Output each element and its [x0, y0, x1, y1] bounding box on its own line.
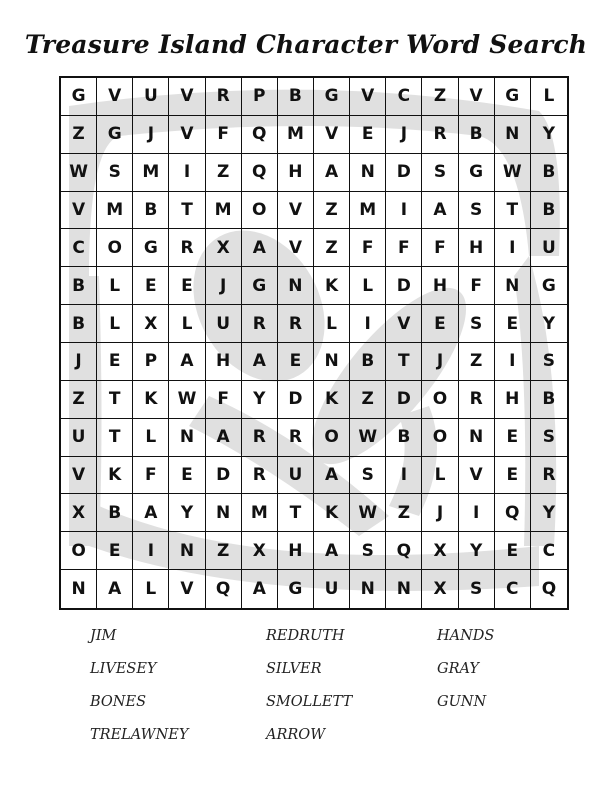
grid-cell[interactable]: E [495, 305, 531, 343]
grid-cell[interactable]: X [242, 532, 278, 570]
grid-cell[interactable]: G [495, 78, 531, 116]
grid-cell[interactable]: E [97, 532, 133, 570]
grid-cell[interactable]: V [169, 116, 205, 154]
grid-cell[interactable]: S [97, 154, 133, 192]
grid-cell[interactable]: N [169, 419, 205, 457]
word-list-item: LIVESEY [90, 661, 157, 677]
grid-cell[interactable]: B [531, 154, 567, 192]
grid-cell[interactable]: J [206, 267, 242, 305]
word-list-item [437, 725, 547, 746]
grid-cell[interactable]: B [61, 305, 97, 343]
grid-cell[interactable]: L [169, 305, 205, 343]
grid-cell[interactable]: A [206, 419, 242, 457]
grid-cell[interactable]: T [495, 192, 531, 230]
grid-cell[interactable]: L [350, 267, 386, 305]
grid-cell[interactable]: Q [242, 116, 278, 154]
grid-cell[interactable]: B [531, 192, 567, 230]
grid-cell[interactable]: I [350, 305, 386, 343]
grid-cell[interactable]: S [531, 343, 567, 381]
grid-cell[interactable]: Q [386, 532, 422, 570]
grid-cell[interactable]: S [459, 570, 495, 608]
grid-cell[interactable]: L [133, 570, 169, 608]
grid-cell[interactable]: V [459, 78, 495, 116]
grid-cell[interactable]: O [422, 419, 458, 457]
grid-cell[interactable]: Y [531, 116, 567, 154]
grid-cell[interactable]: N [206, 494, 242, 532]
grid-cell[interactable]: V [314, 116, 350, 154]
grid-cell[interactable]: N [61, 570, 97, 608]
grid-cell[interactable]: A [97, 570, 133, 608]
grid-cell[interactable]: S [350, 532, 386, 570]
grid-cell[interactable]: M [133, 154, 169, 192]
grid-cell[interactable]: W [495, 154, 531, 192]
page-title: Treasure Island Character Word Search [24, 30, 588, 59]
grid-cell[interactable]: L [133, 419, 169, 457]
grid-cell[interactable]: B [386, 419, 422, 457]
grid-cell[interactable]: Y [531, 305, 567, 343]
word-list-item: ARROW [266, 727, 326, 743]
grid-cell[interactable]: R [242, 419, 278, 457]
grid-cell[interactable]: E [350, 116, 386, 154]
grid-cell[interactable]: X [133, 305, 169, 343]
grid-cell[interactable]: N [278, 267, 314, 305]
grid-cell[interactable]: K [97, 457, 133, 495]
grid-cell[interactable]: B [531, 381, 567, 419]
grid-cell[interactable]: A [242, 343, 278, 381]
word-list-item: HANDS [437, 628, 495, 644]
grid-cell[interactable]: U [133, 78, 169, 116]
grid-cell[interactable]: J [133, 116, 169, 154]
grid-cell[interactable]: Z [422, 78, 458, 116]
grid-cell[interactable]: F [459, 267, 495, 305]
grid-cell[interactable]: P [133, 343, 169, 381]
grid-cell[interactable]: V [61, 457, 97, 495]
grid-cell[interactable]: Q [242, 154, 278, 192]
grid-cell[interactable]: G [133, 229, 169, 267]
grid-cell[interactable]: R [242, 457, 278, 495]
grid-cell[interactable]: H [278, 154, 314, 192]
grid-cell[interactable]: F [422, 229, 458, 267]
grid-cell[interactable]: E [169, 457, 205, 495]
grid-cell[interactable]: A [169, 343, 205, 381]
grid-cell[interactable]: A [314, 154, 350, 192]
grid-cell[interactable]: O [242, 192, 278, 230]
grid-cell[interactable]: C [61, 229, 97, 267]
grid-cell[interactable]: Z [61, 381, 97, 419]
grid-cell[interactable]: S [350, 457, 386, 495]
grid-cell[interactable]: H [495, 381, 531, 419]
grid-cell[interactable]: Q [541, 579, 557, 600]
grid-cell[interactable]: X [422, 570, 458, 608]
grid-cell[interactable]: H [278, 532, 314, 570]
grid-cell[interactable]: A [314, 532, 350, 570]
grid-cell[interactable]: M [350, 192, 386, 230]
grid-cell[interactable]: Y [242, 381, 278, 419]
grid-cell[interactable]: W [350, 494, 386, 532]
grid-cell[interactable]: E [495, 532, 531, 570]
word-list-item: GUNN [437, 694, 487, 710]
grid-cell[interactable]: H [422, 267, 458, 305]
grid-cell[interactable]: R [278, 305, 314, 343]
grid-cell[interactable]: V [386, 305, 422, 343]
grid-cell[interactable]: Z [206, 154, 242, 192]
grid-cell[interactable]: K [314, 494, 350, 532]
grid-cell[interactable]: Z [314, 192, 350, 230]
grid-cell[interactable]: E [278, 343, 314, 381]
word-list-item: GRAY [437, 661, 479, 677]
grid-cell[interactable]: R [169, 229, 205, 267]
grid-cell[interactable]: E [133, 267, 169, 305]
grid-cell[interactable]: I [495, 229, 531, 267]
grid-cell[interactable]: I [459, 494, 495, 532]
grid-cell[interactable]: N [314, 343, 350, 381]
grid-cell[interactable]: V [97, 78, 133, 116]
grid-cell[interactable]: D [278, 381, 314, 419]
grid-cell[interactable]: V [350, 78, 386, 116]
grid-cell[interactable]: E [169, 267, 205, 305]
grid-cell[interactable]: Y [459, 532, 495, 570]
grid-cell[interactable]: N [386, 570, 422, 608]
grid-cell[interactable]: T [169, 192, 205, 230]
grid-cell[interactable]: M [242, 494, 278, 532]
grid-cell[interactable]: C [495, 570, 531, 608]
grid-cell[interactable]: S [422, 154, 458, 192]
grid-cell[interactable]: J [61, 343, 97, 381]
grid-cell[interactable]: K [133, 381, 169, 419]
grid-cell[interactable]: Z [459, 343, 495, 381]
grid-cell[interactable]: E [495, 457, 531, 495]
grid-cell[interactable]: M [97, 192, 133, 230]
grid-cell[interactable]: X [61, 494, 97, 532]
grid-cell[interactable]: Z [350, 381, 386, 419]
grid-cell[interactable]: E [422, 305, 458, 343]
grid-cell[interactable]: W [350, 419, 386, 457]
grid-cell[interactable]: D [206, 457, 242, 495]
grid-cell[interactable]: J [422, 494, 458, 532]
grid-cell[interactable]: F [206, 116, 242, 154]
grid-cell[interactable]: K [314, 381, 350, 419]
grid-cell[interactable]: G [314, 78, 350, 116]
grid-cell[interactable]: B [278, 78, 314, 116]
word-list-item: JIM [90, 628, 117, 644]
grid-cell[interactable]: O [314, 419, 350, 457]
grid-cell[interactable]: O [422, 381, 458, 419]
grid-cell[interactable]: B [350, 343, 386, 381]
grid-cell[interactable]: S [531, 419, 567, 457]
grid-cell[interactable]: U [206, 305, 242, 343]
grid-cell[interactable]: D [386, 154, 422, 192]
grid-cell[interactable]: G [278, 570, 314, 608]
grid-cell[interactable]: G [242, 267, 278, 305]
grid-cell[interactable]: R [206, 78, 242, 116]
grid-cell[interactable]: U [278, 457, 314, 495]
grid-cell[interactable]: N [495, 267, 531, 305]
grid-cell[interactable]: Q [206, 570, 242, 608]
grid-cell[interactable]: I [169, 154, 205, 192]
grid-cell[interactable]: F [386, 229, 422, 267]
grid-cell[interactable]: K [314, 267, 350, 305]
grid-cell[interactable]: Y [531, 494, 567, 532]
grid-cell[interactable]: U [531, 229, 567, 267]
grid-cell[interactable]: N [350, 570, 386, 608]
grid-cell[interactable]: D [386, 381, 422, 419]
grid-cell[interactable]: A [242, 229, 278, 267]
grid-cell[interactable]: E [495, 419, 531, 457]
grid-cell[interactable]: M [206, 192, 242, 230]
grid-cell[interactable]: T [97, 381, 133, 419]
grid-cell[interactable]: J [386, 116, 422, 154]
word-search-grid [59, 76, 569, 610]
grid-cell[interactable]: W [169, 381, 205, 419]
grid-cell[interactable]: R [531, 457, 567, 495]
grid-cell[interactable]: L [97, 267, 133, 305]
grid-cell[interactable]: Z [206, 532, 242, 570]
word-list-item: REDRUTH [266, 628, 345, 644]
grid-cell[interactable]: V [169, 78, 205, 116]
grid-cell[interactable]: B [97, 494, 133, 532]
grid-cell[interactable]: X [422, 532, 458, 570]
grid-cell[interactable]: I [495, 343, 531, 381]
grid-cell[interactable]: R [242, 305, 278, 343]
grid-cell[interactable]: G [531, 267, 567, 305]
grid-cell[interactable]: V [278, 229, 314, 267]
grid-cell[interactable]: R [278, 419, 314, 457]
grid-cell[interactable]: N [459, 419, 495, 457]
grid-cell[interactable]: I [133, 532, 169, 570]
grid-cell[interactable]: Z [314, 229, 350, 267]
grid-cell[interactable]: L [531, 78, 567, 116]
grid-cell[interactable]: M [278, 116, 314, 154]
word-list-item: BONES [90, 694, 147, 710]
grid-cell[interactable]: G [97, 116, 133, 154]
grid-cell[interactable]: U [314, 570, 350, 608]
grid-cell[interactable]: N [495, 116, 531, 154]
grid-cell[interactable]: Q [495, 494, 531, 532]
grid-cell[interactable]: Z [386, 494, 422, 532]
grid-cell[interactable]: E [97, 343, 133, 381]
grid-cell[interactable]: A [314, 457, 350, 495]
grid-cell[interactable]: H [459, 229, 495, 267]
word-list-item: SILVER [266, 661, 322, 677]
grid-cell[interactable]: T [97, 419, 133, 457]
grid-cell[interactable]: G [61, 78, 97, 116]
grid-cell[interactable]: U [61, 419, 97, 457]
grid-cell[interactable]: Z [61, 116, 97, 154]
grid-cell[interactable]: H [206, 343, 242, 381]
grid-cell[interactable]: L [97, 305, 133, 343]
grid-cell[interactable]: O [97, 229, 133, 267]
word-list-item: TRELAWNEY [90, 727, 189, 743]
grid-cell[interactable]: N [169, 532, 205, 570]
grid-cell[interactable]: W [61, 154, 97, 192]
grid-cell[interactable]: B [133, 192, 169, 230]
grid-cell[interactable]: I [386, 192, 422, 230]
grid-cell[interactable]: X [206, 229, 242, 267]
grid-cell[interactable]: F [133, 457, 169, 495]
grid-cell[interactable]: A [133, 494, 169, 532]
grid-cell[interactable]: T [278, 494, 314, 532]
grid-cell[interactable]: V [61, 192, 97, 230]
grid-cell[interactable]: V [169, 570, 205, 608]
grid-cell[interactable]: L [422, 457, 458, 495]
grid-cell[interactable]: C [386, 78, 422, 116]
grid-cell[interactable]: S [459, 305, 495, 343]
grid-cell[interactable]: B [459, 116, 495, 154]
grid-cell[interactable]: I [386, 457, 422, 495]
grid-cell[interactable]: D [386, 267, 422, 305]
grid-cell[interactable]: Y [169, 494, 205, 532]
grid-cell[interactable]: B [61, 267, 97, 305]
grid-cell[interactable]: O [61, 532, 97, 570]
grid-cell[interactable]: G [459, 154, 495, 192]
grid-cell[interactable]: F [206, 381, 242, 419]
grid-cell[interactable]: A [242, 570, 278, 608]
grid-cell[interactable]: P [242, 78, 278, 116]
grid-cell[interactable]: V [278, 192, 314, 230]
grid-cell[interactable]: S [459, 192, 495, 230]
grid-cell[interactable]: N [350, 154, 386, 192]
grid-cell[interactable]: F [350, 229, 386, 267]
word-list [90, 626, 550, 746]
grid-cell[interactable]: R [422, 116, 458, 154]
grid-cell[interactable]: C [531, 532, 567, 570]
grid-cell[interactable]: T [386, 343, 422, 381]
grid-cell[interactable]: R [459, 381, 495, 419]
grid-cell[interactable]: V [459, 457, 495, 495]
word-list-item: SMOLLETT [266, 694, 353, 710]
grid-cell[interactable]: L [314, 305, 350, 343]
grid-cell[interactable]: J [422, 343, 458, 381]
grid-cell[interactable]: A [422, 192, 458, 230]
